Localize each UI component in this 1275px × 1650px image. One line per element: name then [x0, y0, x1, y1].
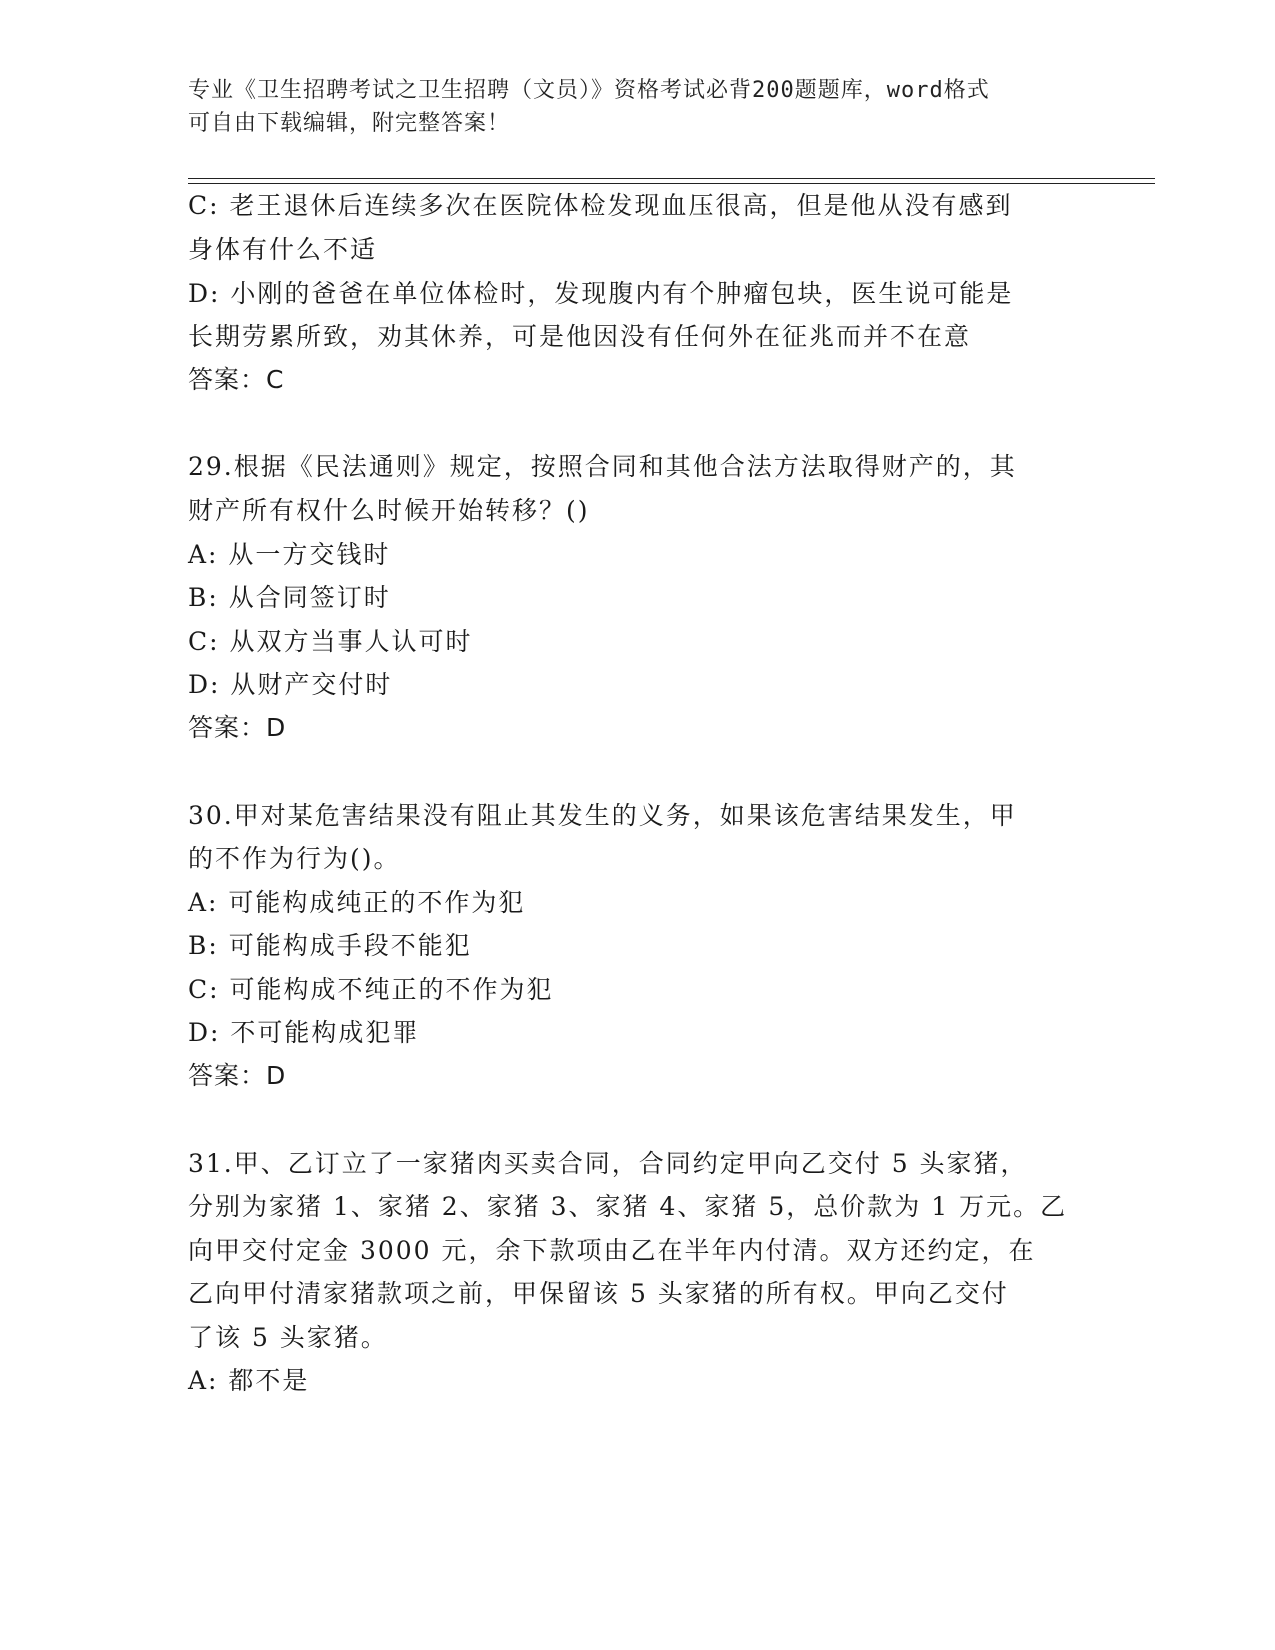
q30-answer: 答案：D	[188, 1061, 287, 1090]
prev-option-c-line-1: C: 老王退休后连续多次在医院体检发现血压很高，但是他从没有感到	[188, 191, 1013, 220]
q31-stem-line-5: 了该 5 头家猪。	[188, 1323, 388, 1352]
prev-option-c-line-2: 身体有什么不适	[188, 235, 378, 264]
q31-stem-line-1: 31.甲、乙订立了一家猪肉买卖合同，合同约定甲向乙交付 5 头家猪，	[188, 1149, 1028, 1178]
q30-option-c: C: 可能构成不纯正的不作为犯	[188, 975, 554, 1004]
q29-stem-line-1: 29.根据《民法通则》规定，按照合同和其他合法方法取得财产的，其	[188, 452, 1017, 481]
header-title-line-1: 专业《卫生招聘考试之卫生招聘（文员）》资格考试必背200题题库，word格式	[188, 78, 990, 103]
q31-option-a: A: 都不是	[188, 1366, 310, 1395]
q30-stem-line-2: 的不作为行为()。	[188, 844, 401, 873]
q29-option-a: A: 从一方交钱时	[188, 540, 391, 569]
document-header	[188, 74, 1088, 140]
q30-option-b: B: 可能构成手段不能犯	[188, 931, 472, 960]
q31-stem-line-3: 向甲交付定金 3000 元，余下款项由乙在半年内付清。双方还约定，在	[188, 1236, 1036, 1265]
prev-option-d-line-2: 长期劳累所致，劝其休养，可是他因没有任何外在征兆而并不在意	[188, 322, 972, 351]
q31-stem-line-4: 乙向甲付清家猪款项之前，甲保留该 5 头家猪的所有权。甲向乙交付	[188, 1279, 1009, 1308]
q29-option-d: D: 从财产交付时	[188, 670, 393, 699]
q30-option-d: D: 不可能构成犯罪	[188, 1018, 420, 1047]
header-title-line-2: 可自由下载编辑，附完整答案！	[188, 111, 511, 136]
q29-option-b: B: 从合同签订时	[188, 583, 391, 612]
q30-option-a: A: 可能构成纯正的不作为犯	[188, 888, 526, 917]
prev-option-d-line-1: D: 小刚的爸爸在单位体检时，发现腹内有个肿瘤包块，医生说可能是	[188, 279, 1014, 308]
q31-stem-line-2: 分别为家猪 1、家猪 2、家猪 3、家猪 4、家猪 5，总价款为 1 万元。乙	[188, 1192, 1068, 1221]
q29-answer: 答案：D	[188, 713, 287, 742]
prev-answer: 答案：C	[188, 365, 285, 394]
q29-stem-line-2: 财产所有权什么时候开始转移？()	[188, 496, 590, 525]
q30-stem-line-1: 30.甲对某危害结果没有阻止其发生的义务，如果该危害结果发生，甲	[188, 801, 1017, 830]
header-divider-top	[188, 178, 1155, 179]
header-divider-bottom	[188, 183, 1155, 184]
q29-option-c: C: 从双方当事人认可时	[188, 627, 473, 656]
